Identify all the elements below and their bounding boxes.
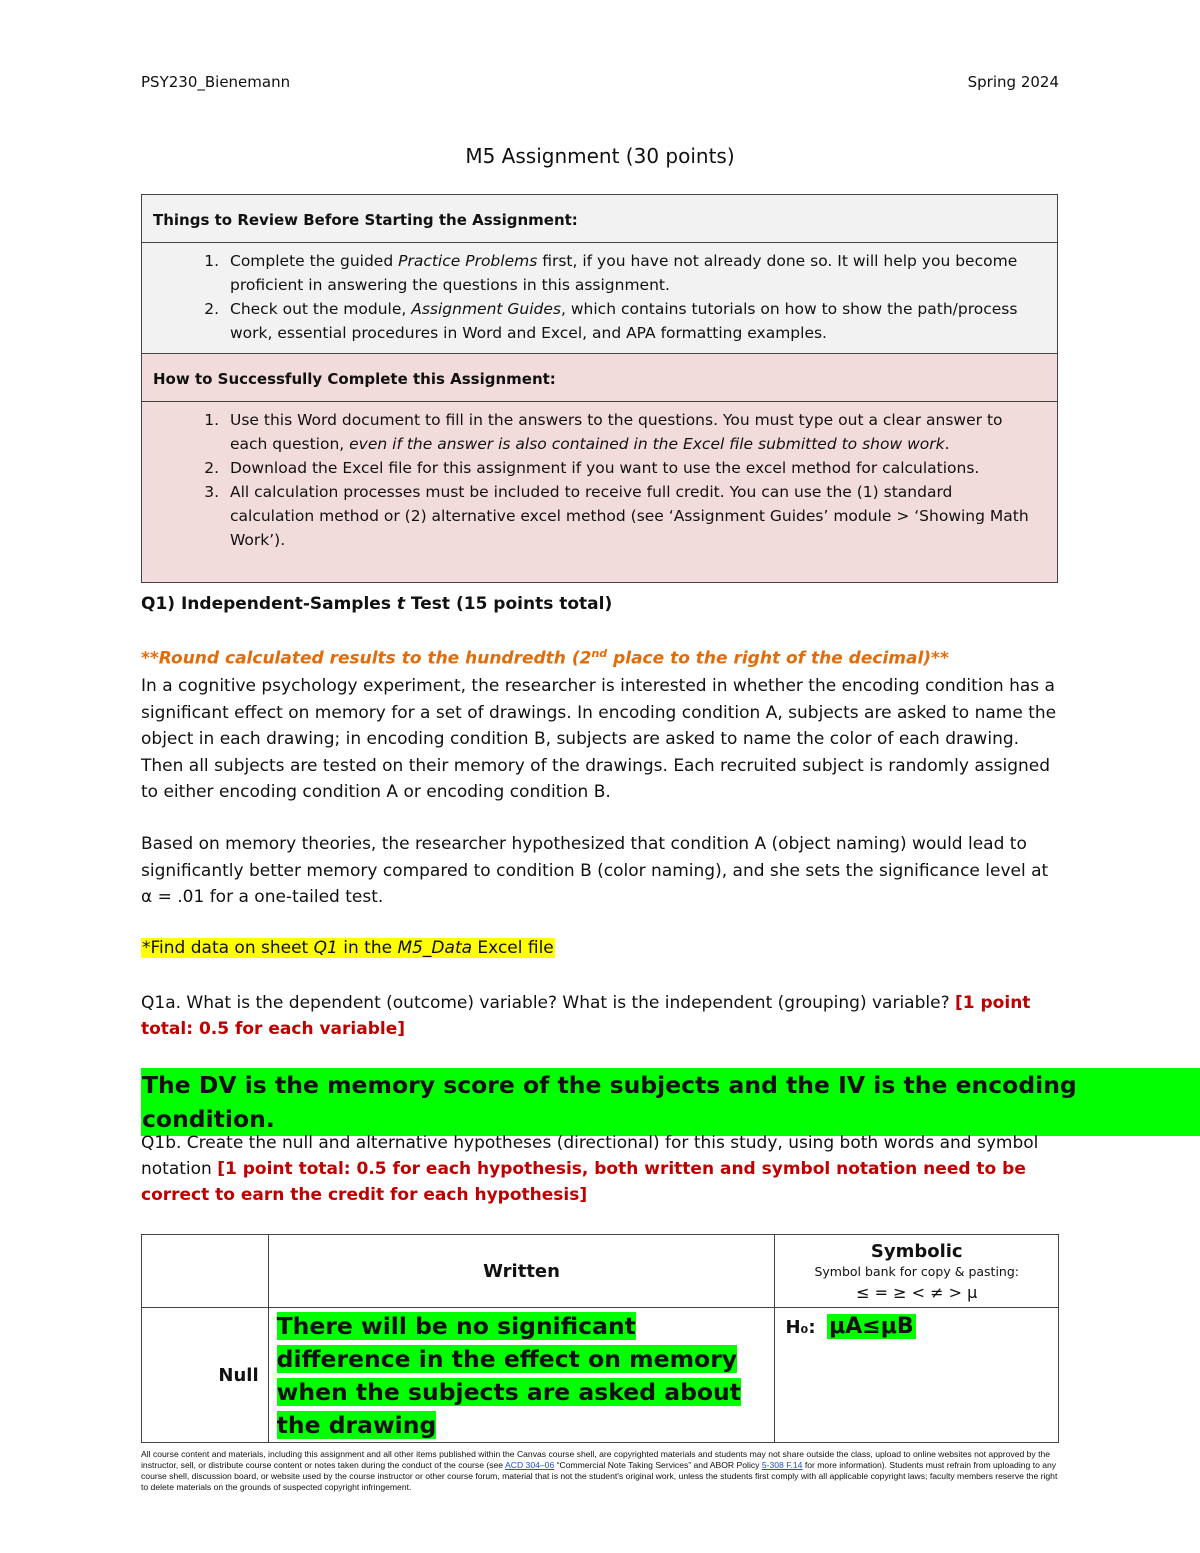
- null-symbol-answer[interactable]: μA≤μB: [829, 1314, 914, 1339]
- review-item-1: [224, 249, 1041, 297]
- footer-a: All course content and materials, including this assignment and all other items published within the Canvas course shell, are copyrighted materials and students may not share outside the class, upload to online websites not approved by the instructor, sell, or distribute course content or notes taken during the conduct of the course (see: [141, 1449, 1051, 1470]
- review-item-2-b: , which contains tutorials on how to show the path/process work, essential procedures in Word and Excel, and APA formatting examples.: [230, 300, 1018, 342]
- q1a-question: [141, 990, 1061, 1042]
- header-empty-cell: [142, 1235, 269, 1308]
- table-row-null: [142, 1308, 1059, 1443]
- review-item-1-a: Complete the guided: [230, 252, 399, 270]
- q1-heading-b: Test (15 points total): [405, 594, 613, 614]
- review-item-1-b: first, if you have not already done so. It will help you become proficient in answering the questions in this assignment.: [230, 252, 1018, 294]
- null-symbolic-cell[interactable]: [775, 1308, 1059, 1443]
- written-column-header: Written: [268, 1235, 775, 1308]
- table-header-row: [142, 1235, 1059, 1308]
- null-row-label: Null: [142, 1308, 269, 1443]
- symbol-bank-label: Symbol bank for copy & pasting:: [814, 1263, 1019, 1279]
- howto-heading: How to Successfully Complete this Assignment:: [142, 353, 1057, 402]
- data-location-note: [141, 938, 555, 958]
- q1-heading-a: Q1) Independent-Samples: [141, 594, 397, 614]
- rounding-note-a: **Round calculated results to the hundredth (2: [141, 648, 592, 669]
- q1-heading-t: t: [396, 594, 406, 614]
- q1a-answer[interactable]: The DV is the memory score of the subjects and the IV is the encoding condition.: [141, 1068, 1200, 1136]
- q1a-text: Q1a. What is the dependent (outcome) variable? What is the independent (grouping) variable?: [141, 993, 955, 1013]
- page-title: M5 Assignment (30 points): [465, 144, 735, 168]
- rounding-note-sup: nd: [591, 647, 608, 660]
- h0-label: H₀:: [785, 1317, 816, 1338]
- q1-heading: [141, 594, 612, 614]
- footer-c: for more information). Students must refrain from uploading to any course shell, discussion board, or website used by the course instructor or other course forum, material that is not the student's original work, unless the students first comply with all applicable copyright laws; faculty members reserve the right to delete materials on the grounds of suspected copyright infringement.: [141, 1460, 1058, 1492]
- q1b-question: [141, 1130, 1061, 1208]
- q1b-points: [1 point total: 0.5 for each hypothesis, both written and symbol notation need to be correct to earn the credit for each hypothesis]: [141, 1159, 1026, 1205]
- howto-item-3: 3. All calculation processes must be included to receive full credit. You can use the (1) standard calculation method or (2) alternative excel method (see ‘Assignment Guides’ module > ‘Showing Math Work’).: [224, 480, 1041, 552]
- scenario-paragraph-1: In a cognitive psychology experiment, the researcher is interested in whether the encoding condition has a significant effect on memory for a set of drawings. In encoding condition A, subjects are asked to name the object in each drawing; in encoding condition B, subjects are asked to name the color of each drawing. Then all subjects are tested on their memory of the drawings. Each recruited subject is randomly assigned to either encoding condition A or encoding condition B.: [141, 676, 1057, 802]
- review-item-2-a: Check out the module,: [230, 300, 412, 318]
- q1b-text: Q1b. Create the null and alternative hypotheses (directional) for this study, using both words and symbol notation: [141, 1133, 1039, 1179]
- review-list: [142, 249, 1041, 345]
- howto-item-1-emphasis: even if the answer is also contained in the Excel file submitted to show work: [349, 435, 945, 453]
- review-heading: Things to Review Before Starting the Assignment:: [142, 195, 1057, 243]
- copyright-footer: [141, 1449, 1061, 1493]
- assignment-guides-name: Assignment Guides: [411, 300, 562, 318]
- rounding-note-b: place to the right of the decimal)**: [607, 648, 949, 669]
- howto-list-wrapper: [142, 402, 1057, 582]
- find-c: Excel file: [472, 938, 554, 958]
- find-sheet: Q1: [313, 938, 338, 958]
- null-written-answer[interactable]: There will be no significant difference in the effect on memory when the subjects are asked about the drawing: [276, 1312, 742, 1439]
- header-term: Spring 2024: [967, 73, 1059, 91]
- symbolic-title: Symbolic: [870, 1240, 963, 1262]
- q1a-points: [1 point total: 0.5 for each variable]: [141, 993, 1031, 1039]
- symbolic-column-header: [775, 1235, 1059, 1308]
- howto-list: [142, 408, 1041, 552]
- howto-item-1-c: .: [944, 435, 950, 453]
- rounding-note: [141, 647, 949, 669]
- howto-item-2: 2. Download the Excel file for this assignment if you want to use the excel method for calculations.: [224, 456, 1041, 480]
- footer-link-acd[interactable]: ACD 304–06: [505, 1460, 555, 1470]
- header-course: PSY230_Bienemann: [141, 73, 291, 91]
- find-b: in the: [337, 938, 398, 958]
- scenario-paragraph-2: Based on memory theories, the researcher hypothesized that condition A (object naming) would lead to significantly better memory compared to condition B (color naming), and she sets the significance level at α = .01 for a one-tailed test.: [141, 834, 1049, 907]
- symbol-bank-chars: ≤ = ≥ < ≠ > μ: [856, 1282, 978, 1302]
- review-item-2: [224, 297, 1041, 345]
- find-a: *Find data on sheet: [142, 938, 314, 958]
- practice-problems-link: Practice Problems: [398, 252, 538, 270]
- hypotheses-table: [141, 1234, 1059, 1443]
- howto-item-1: [224, 408, 1041, 456]
- null-written-cell[interactable]: [268, 1308, 775, 1443]
- howto-item-1-a: Use this Word document to fill in the answers to the questions. You must type out a clear answer to each question,: [230, 411, 1003, 453]
- review-list-wrapper: [142, 243, 1057, 353]
- instructions-box: [141, 194, 1058, 583]
- find-file: M5_Data: [397, 938, 473, 958]
- footer-link-abor[interactable]: 5-308 F.14: [761, 1460, 803, 1470]
- footer-b: “Commercial Note Taking Services” and ABOR Policy: [554, 1460, 762, 1470]
